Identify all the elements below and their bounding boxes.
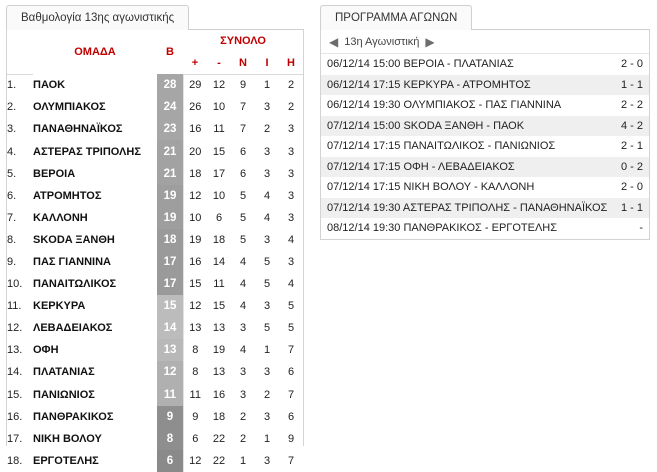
cell-rank: 17.: [7, 428, 33, 450]
cell-wins: 5: [231, 207, 255, 229]
cell-losses: 7: [279, 339, 303, 361]
cell-team: ΕΡΓΟΤΕΛΗΣ: [33, 450, 157, 472]
cell-draws: 3: [255, 140, 279, 162]
cell-team: ΠΛΑΤΑΝΙΑΣ: [33, 361, 157, 383]
cell-points: 14: [157, 317, 183, 339]
cell-goals-against: 22: [207, 428, 231, 450]
cell-wins: 2: [231, 428, 255, 450]
fixture-info: 06/12/14 19:30 ΟΛΥΜΠΙΑΚΟΣ - ΠΑΣ ΓΙΑΝΝΙΝΑ: [321, 95, 603, 116]
cell-points: 23: [157, 118, 183, 140]
cell-goals-for: 13: [183, 317, 207, 339]
header-goals-against: -: [207, 52, 231, 74]
fixture-score: 1 - 1: [603, 198, 649, 219]
tab-standings[interactable]: Βαθμολογία 13ης αγωνιστικής: [6, 5, 189, 30]
cell-team: ΠΑΝΙΩΝΙΟΣ: [33, 384, 157, 406]
cell-points: 15: [157, 295, 183, 317]
cell-losses: 6: [279, 406, 303, 428]
cell-draws: 2: [255, 118, 279, 140]
cell-goals-for: 16: [183, 118, 207, 140]
cell-rank: 3.: [7, 118, 33, 140]
cell-losses: 3: [279, 185, 303, 207]
table-row[interactable]: [7, 251, 303, 273]
cell-points: 18: [157, 229, 183, 251]
cell-draws: 4: [255, 185, 279, 207]
cell-goals-for: 29: [183, 74, 207, 96]
cell-rank: 15.: [7, 384, 33, 406]
cell-losses: 5: [279, 317, 303, 339]
cell-goals-for: 12: [183, 295, 207, 317]
fixtures-wrap: [320, 30, 650, 240]
fixture-info: 07/12/14 17:15 ΝΙΚΗ ΒΟΛΟΥ - ΚΑΛΛΟΝΗ: [321, 177, 603, 198]
header-draws: Ι: [255, 52, 279, 74]
cell-points: 12: [157, 361, 183, 383]
cell-goals-against: 18: [207, 406, 231, 428]
cell-goals-for: 18: [183, 163, 207, 185]
cell-draws: 3: [255, 229, 279, 251]
table-row[interactable]: [7, 273, 303, 295]
cell-draws: 5: [255, 273, 279, 295]
table-row[interactable]: [7, 229, 303, 251]
table-row[interactable]: [7, 185, 303, 207]
cell-losses: 6: [279, 361, 303, 383]
cell-goals-for: 9: [183, 406, 207, 428]
fixture-row[interactable]: [321, 54, 649, 75]
cell-goals-against: 22: [207, 450, 231, 472]
standings-body: [7, 74, 303, 472]
cell-points: 19: [157, 185, 183, 207]
fixture-row[interactable]: [321, 218, 649, 239]
cell-goals-against: 15: [207, 295, 231, 317]
cell-wins: 3: [231, 361, 255, 383]
cell-team: ΠΑΟΚ: [33, 74, 157, 96]
cell-rank: 14.: [7, 361, 33, 383]
cell-goals-against: 15: [207, 140, 231, 162]
cell-draws: 3: [255, 163, 279, 185]
cell-goals-against: 10: [207, 96, 231, 118]
cell-draws: 5: [255, 317, 279, 339]
cell-rank: 4.: [7, 140, 33, 162]
cell-wins: 5: [231, 185, 255, 207]
cell-draws: 1: [255, 74, 279, 96]
cell-goals-for: 19: [183, 229, 207, 251]
cell-team: ΚΕΡΚΥΡΑ: [33, 295, 157, 317]
cell-rank: 12.: [7, 317, 33, 339]
cell-wins: 4: [231, 339, 255, 361]
cell-draws: 2: [255, 384, 279, 406]
cell-rank: 8.: [7, 229, 33, 251]
fixture-info: 07/12/14 19:30 ΑΣΤΕΡΑΣ ΤΡΙΠΟΛΗΣ - ΠΑΝΑΘΗΝΑΪΚΟΣ: [321, 198, 603, 219]
cell-wins: 3: [231, 317, 255, 339]
cell-points: 11: [157, 384, 183, 406]
table-row[interactable]: [7, 317, 303, 339]
header-team: ΟΜΑΔΑ: [33, 30, 157, 74]
cell-team: ΠΑΝΑΘΗΝΑΪΚΟΣ: [33, 118, 157, 140]
cell-goals-against: 11: [207, 118, 231, 140]
cell-losses: 3: [279, 207, 303, 229]
fixtures-table: [321, 54, 649, 239]
standings-tabbar: [6, 4, 304, 30]
cell-rank: 1.: [7, 74, 33, 96]
fixture-score: -: [603, 218, 649, 239]
fixture-row[interactable]: [321, 136, 649, 157]
cell-losses: 3: [279, 118, 303, 140]
tab-fixtures[interactable]: ΠΡΟΓΡΑΜΜΑ ΑΓΩΝΩΝ: [320, 5, 472, 30]
chevron-right-icon[interactable]: ▶: [425, 34, 435, 49]
cell-rank: 7.: [7, 207, 33, 229]
fixture-info: 08/12/14 19:30 ΠΑΝΘΡΑΚΙΚΟΣ - ΕΡΓΟΤΕΛΗΣ: [321, 218, 603, 239]
standings-panel: [6, 4, 304, 467]
cell-losses: 7: [279, 384, 303, 406]
standings-header-row-1: [7, 30, 303, 52]
cell-draws: 4: [255, 207, 279, 229]
cell-team: SKODA ΞΑΝΘΗ: [33, 229, 157, 251]
fixture-score: 2 - 0: [603, 54, 649, 75]
cell-wins: 3: [231, 384, 255, 406]
cell-points: 21: [157, 140, 183, 162]
fixtures-panel: [320, 4, 650, 244]
cell-wins: 9: [231, 74, 255, 96]
cell-wins: 5: [231, 229, 255, 251]
cell-goals-for: 8: [183, 339, 207, 361]
cell-team: ΠΑΝΘΡΑΚΙΚΟΣ: [33, 406, 157, 428]
fixture-score: 2 - 0: [603, 177, 649, 198]
cell-goals-against: 11: [207, 273, 231, 295]
cell-goals-against: 6: [207, 207, 231, 229]
cell-rank: 10.: [7, 273, 33, 295]
cell-losses: 7: [279, 450, 303, 472]
header-points: Β: [157, 30, 183, 74]
table-row[interactable]: [7, 96, 303, 118]
cell-team: ΟΛΥΜΠΙΑΚΟΣ: [33, 96, 157, 118]
header-losses: Η: [279, 52, 303, 74]
cell-wins: 7: [231, 118, 255, 140]
cell-goals-for: 10: [183, 207, 207, 229]
table-row[interactable]: [7, 450, 303, 472]
cell-losses: 2: [279, 74, 303, 96]
fixtures-body: [321, 54, 649, 239]
cell-wins: 6: [231, 140, 255, 162]
header-group-total: ΣΥΝΟΛΟ: [183, 30, 303, 52]
cell-goals-for: 8: [183, 361, 207, 383]
table-row[interactable]: [7, 140, 303, 162]
fixture-info: 07/12/14 17:15 ΟΦΗ - ΛΕΒΑΔΕΙΑΚΟΣ: [321, 157, 603, 178]
cell-goals-against: 13: [207, 317, 231, 339]
cell-points: 21: [157, 163, 183, 185]
cell-rank: 9.: [7, 251, 33, 273]
fixture-row[interactable]: [321, 198, 649, 219]
header-wins: Ν: [231, 52, 255, 74]
cell-points: 9: [157, 406, 183, 428]
cell-points: 24: [157, 96, 183, 118]
cell-rank: 18.: [7, 450, 33, 472]
cell-draws: 3: [255, 96, 279, 118]
cell-draws: 1: [255, 428, 279, 450]
fixture-row[interactable]: [321, 116, 649, 137]
cell-goals-for: 12: [183, 450, 207, 472]
fixture-info: 07/12/14 17:15 ΠΑΝΑΙΤΩΛΙΚΟΣ - ΠΑΝΙΩΝΙΟΣ: [321, 136, 603, 157]
cell-draws: 1: [255, 339, 279, 361]
table-row[interactable]: [7, 118, 303, 140]
cell-goals-for: 16: [183, 251, 207, 273]
cell-losses: 5: [279, 295, 303, 317]
cell-rank: 6.: [7, 185, 33, 207]
table-row[interactable]: [7, 74, 303, 96]
cell-draws: 5: [255, 251, 279, 273]
fixtures-tabbar: [320, 4, 650, 30]
table-row[interactable]: [7, 295, 303, 317]
cell-wins: 4: [231, 295, 255, 317]
table-row[interactable]: [7, 339, 303, 361]
cell-goals-against: 17: [207, 163, 231, 185]
fixture-score: 4 - 2: [603, 116, 649, 137]
table-row[interactable]: [7, 361, 303, 383]
fixture-info: 06/12/14 17:15 ΚΕΡΚΥΡΑ - ΑΤΡΟΜΗΤΟΣ: [321, 75, 603, 96]
cell-team: ΠΑΝΑΙΤΩΛΙΚΟΣ: [33, 273, 157, 295]
header-rank-blank: [7, 30, 33, 52]
cell-wins: 6: [231, 163, 255, 185]
cell-goals-against: 12: [207, 74, 231, 96]
cell-wins: 7: [231, 96, 255, 118]
header-rank-blank-2: [7, 52, 33, 74]
fixture-score: 0 - 2: [603, 157, 649, 178]
cell-team: ΛΕΒΑΔΕΙΑΚΟΣ: [33, 317, 157, 339]
cell-rank: 16.: [7, 406, 33, 428]
cell-losses: 3: [279, 140, 303, 162]
cell-team: ΒΕΡΟΙΑ: [33, 163, 157, 185]
standings-table: [7, 30, 303, 472]
matchday-label: 13η Αγωνιστική: [344, 35, 420, 48]
cell-losses: 9: [279, 428, 303, 450]
table-row[interactable]: [7, 428, 303, 450]
chevron-left-icon[interactable]: ◀: [329, 34, 339, 49]
cell-goals-for: 12: [183, 185, 207, 207]
cell-losses: 2: [279, 96, 303, 118]
cell-goals-for: 26: [183, 96, 207, 118]
cell-draws: 3: [255, 361, 279, 383]
cell-team: ΝΙΚΗ ΒΟΛΟΥ: [33, 428, 157, 450]
cell-wins: 1: [231, 450, 255, 472]
cell-goals-against: 16: [207, 384, 231, 406]
cell-draws: 3: [255, 406, 279, 428]
cell-points: 19: [157, 207, 183, 229]
cell-points: 28: [157, 74, 183, 96]
cell-team: ΑΣΤΕΡΑΣ ΤΡΙΠΟΛΗΣ: [33, 140, 157, 162]
fixture-score: 1 - 1: [603, 75, 649, 96]
table-row[interactable]: [7, 207, 303, 229]
fixture-row[interactable]: [321, 95, 649, 116]
cell-losses: 4: [279, 229, 303, 251]
cell-goals-against: 19: [207, 339, 231, 361]
cell-team: ΟΦΗ: [33, 339, 157, 361]
fixture-row[interactable]: [321, 75, 649, 96]
cell-points: 6: [157, 450, 183, 472]
standings-table-wrap: [6, 30, 304, 467]
cell-points: 17: [157, 251, 183, 273]
cell-goals-for: 15: [183, 273, 207, 295]
cell-rank: 5.: [7, 163, 33, 185]
cell-goals-against: 13: [207, 361, 231, 383]
fixture-score: 2 - 1: [603, 136, 649, 157]
cell-rank: 13.: [7, 339, 33, 361]
cell-team: ΠΑΣ ΓΙΑΝΝΙΝΑ: [33, 251, 157, 273]
fixture-info: 06/12/14 15:00 ΒΕΡΟΙΑ - ΠΛΑΤΑΝΙΑΣ: [321, 54, 603, 75]
cell-rank: 11.: [7, 295, 33, 317]
cell-goals-for: 20: [183, 140, 207, 162]
cell-wins: 4: [231, 273, 255, 295]
cell-rank: 2.: [7, 96, 33, 118]
cell-goals-for: 6: [183, 428, 207, 450]
table-row[interactable]: [7, 163, 303, 185]
cell-team: ΑΤΡΟΜΗΤΟΣ: [33, 185, 157, 207]
cell-goals-against: 10: [207, 185, 231, 207]
cell-losses: 3: [279, 251, 303, 273]
matchday-nav: [321, 30, 649, 54]
table-row[interactable]: [7, 384, 303, 406]
fixture-row[interactable]: [321, 157, 649, 178]
fixture-score: 2 - 2: [603, 95, 649, 116]
cell-goals-against: 18: [207, 229, 231, 251]
cell-goals-for: 11: [183, 384, 207, 406]
cell-draws: 3: [255, 450, 279, 472]
cell-goals-against: 14: [207, 251, 231, 273]
cell-draws: 3: [255, 295, 279, 317]
cell-losses: 3: [279, 163, 303, 185]
cell-points: 17: [157, 273, 183, 295]
fixture-info: 07/12/14 15:00 SKODA ΞΑΝΘΗ - ΠΑΟΚ: [321, 116, 603, 137]
cell-points: 8: [157, 428, 183, 450]
cell-wins: 2: [231, 406, 255, 428]
cell-wins: 4: [231, 251, 255, 273]
cell-team: ΚΑΛΛΟΝΗ: [33, 207, 157, 229]
cell-losses: 4: [279, 273, 303, 295]
cell-points: 13: [157, 339, 183, 361]
fixture-row[interactable]: [321, 177, 649, 198]
header-goals-for: +: [183, 52, 207, 74]
table-row[interactable]: [7, 406, 303, 428]
